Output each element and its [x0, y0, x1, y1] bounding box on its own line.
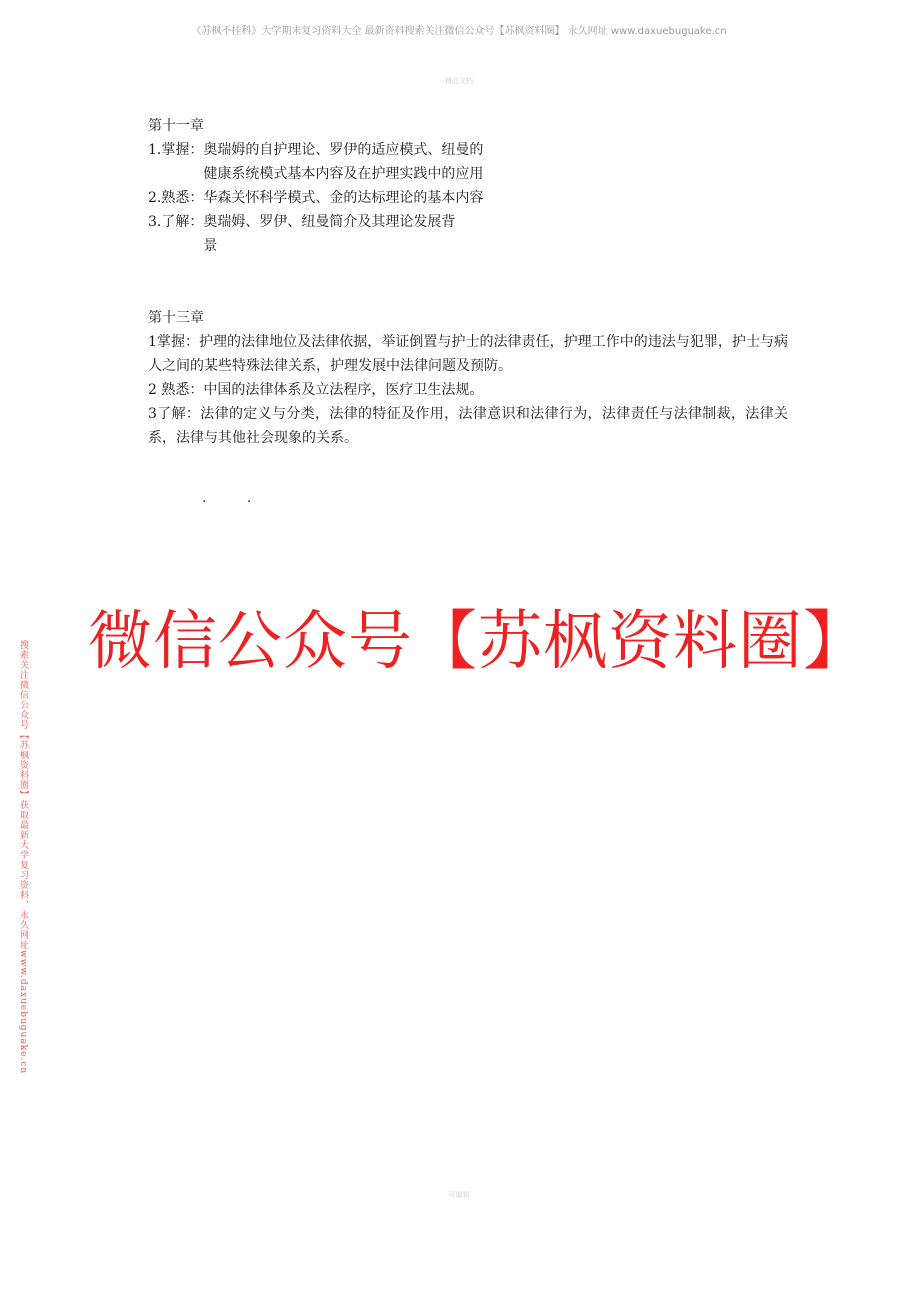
- item-label: 1.掌握：: [148, 142, 204, 158]
- item-text: 华森关怀科学模式、金的达标理论的基本内容: [203, 190, 484, 206]
- section-spacer: [148, 282, 788, 306]
- item-text: 奥瑞姆的自护理论、罗伊的适应模式、纽曼的健康系统模式基本内容及在护理实践中的应用: [203, 142, 484, 182]
- chapter-13-para-familiar: 2 熟悉：中国的法律体系及立法程序，医疗卫生法规。: [148, 382, 484, 398]
- chapter-11-item-familiar: [148, 186, 788, 210]
- header-banner: 《苏枫不挂科》大学期末复习资料大全 最新资料搜索关注微信公众号【苏枫资料圈】 永久网址 www.daxuebuguake.cn: [191, 26, 727, 37]
- chapter-11-title: 第十一章: [148, 118, 204, 134]
- item-text: 奥瑞姆、罗伊、纽曼简介及其理论发展背景: [203, 214, 456, 254]
- chapter-13-para-understand: 3了解：法律的定义与分类，法律的特征及作用，法律意识和法律行为，法律责任与法律制裁，法律关系，法律与其他社会现象的关系。: [148, 406, 788, 446]
- wechat-watermark: 微信公众号【苏枫资料圈】: [88, 605, 868, 679]
- document-body: [148, 114, 788, 450]
- item-label: 2.熟悉：: [148, 190, 204, 206]
- section-spacer: [148, 258, 788, 282]
- chapter-13-para-master: 1掌握：护理的法律地位及法律依据，举证倒置与护士的法律责任，护理工作中的违法与犯罪，护士与病人之间的某些特殊法律关系，护理发展中法律问题及预防。: [148, 334, 788, 374]
- ellipsis-dots: . .: [202, 490, 270, 506]
- faint-header-text: 精品文档: [445, 77, 473, 85]
- item-label: 3.了解：: [148, 214, 204, 230]
- vertical-side-note: 搜索关注微信公众号【苏枫资料圈】获取最新大学复习资料，永久网址www.daxuebuguake.cn: [18, 640, 28, 1075]
- chapter-11-item-master: [148, 138, 788, 186]
- chapter-13-title: 第十三章: [148, 310, 204, 326]
- chapter-11-item-understand: [148, 210, 788, 258]
- faint-footer-text: 可编辑: [448, 1191, 470, 1199]
